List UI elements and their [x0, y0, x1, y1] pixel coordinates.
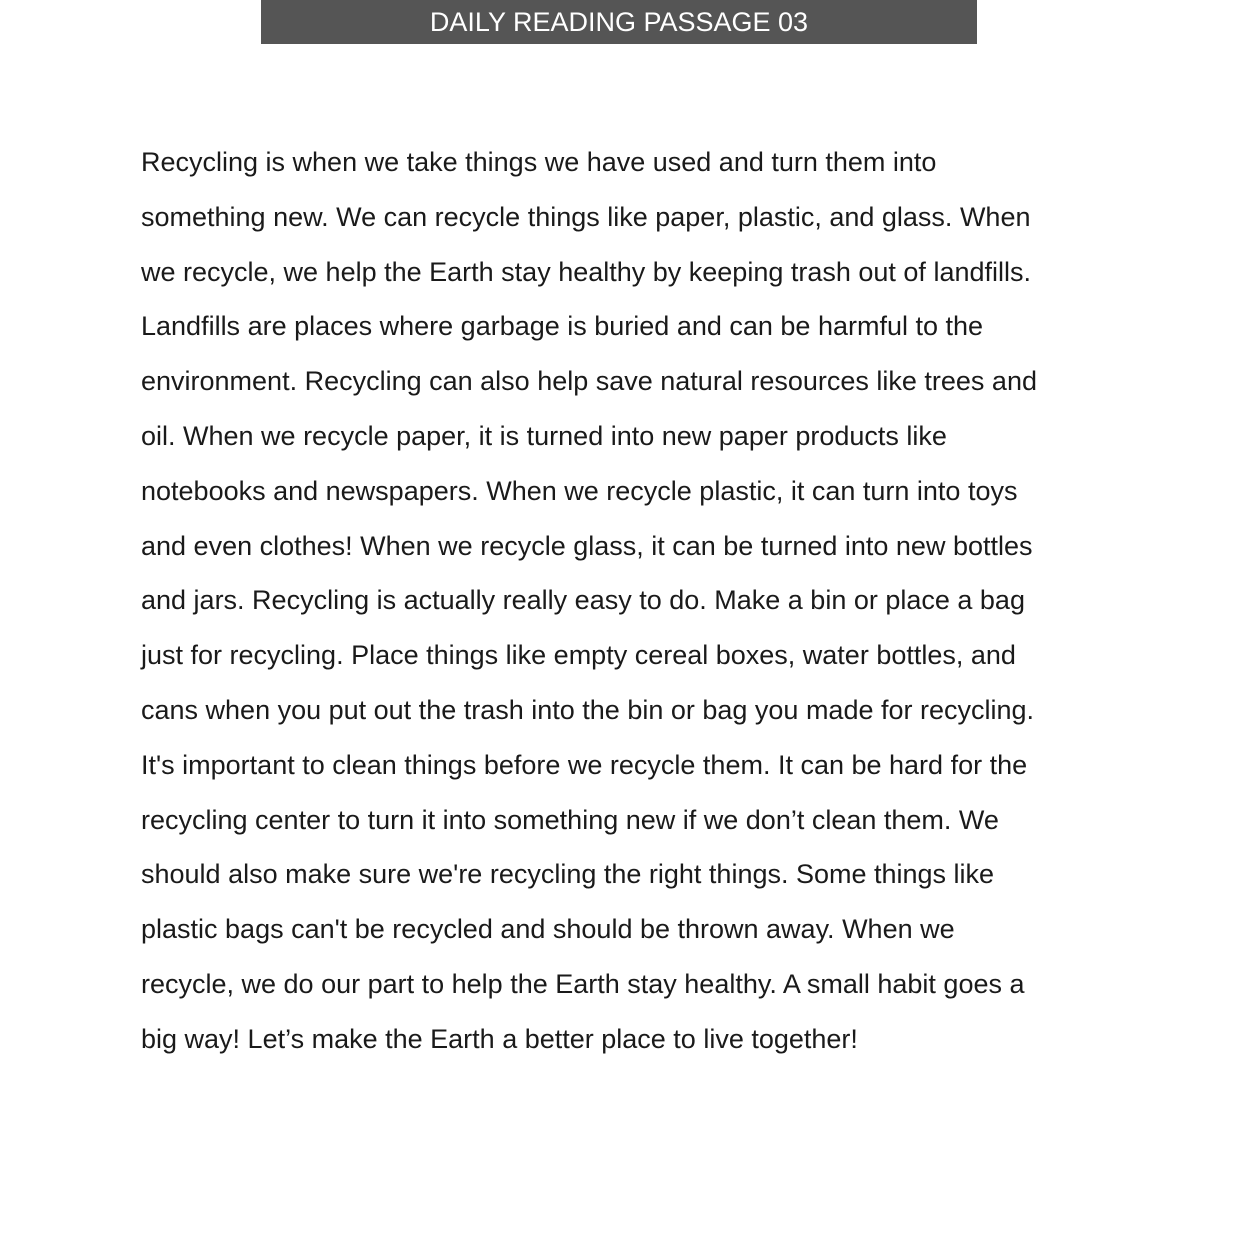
passage-line: oil. When we recycle paper, it is turned into new paper products like [141, 420, 947, 451]
passage-line: big way! Let’s make the Earth a better place to live together! [141, 1023, 858, 1054]
passage-line: Landfills are places where garbage is buried and can be harmful to the [141, 311, 984, 342]
passage-line: Recycling is when we take things we have used and turn them into [141, 147, 937, 177]
passage-line: environment. Recycling can also help save natural resources like trees and [141, 366, 1037, 397]
passage-line: something new. We can recycle things like paper, plastic, and glass. When [141, 201, 1031, 232]
passage-line: notebooks and newspapers. When we recycle plastic, it can turn into toys [141, 475, 1018, 506]
reading-passage [141, 135, 1101, 1067]
passage-line: just for recycling. Place things like empty cereal boxes, water bottles, and [141, 640, 1016, 671]
passage-line: and even clothes! When we recycle glass, it can be turned into new bottles [141, 530, 1033, 561]
passage-line: and jars. Recycling is actually really easy to do. Make a bin or place a bag [141, 585, 1025, 616]
title-banner [261, 0, 977, 44]
passage-line: should also make sure we're recycling the right things. Some things like [141, 859, 995, 890]
passage-line: cans when you put out the trash into the bin or bag you made for recycling. [141, 694, 1035, 725]
passage-line: we recycle, we help the Earth stay healthy by keeping trash out of landfills. [141, 256, 1031, 287]
passage-line: plastic bags can't be recycled and should be thrown away. When we [141, 914, 955, 945]
passage-line: It's important to clean things before we recycle them. It can be hard for the [141, 749, 1028, 780]
page-title: DAILY READING PASSAGE 03 [429, 7, 809, 37]
passage-line: recycling center to turn it into something new if we don’t clean them. We [141, 804, 999, 835]
passage-line: recycle, we do our part to help the Earth stay healthy. A small habit goes a [141, 968, 1025, 999]
